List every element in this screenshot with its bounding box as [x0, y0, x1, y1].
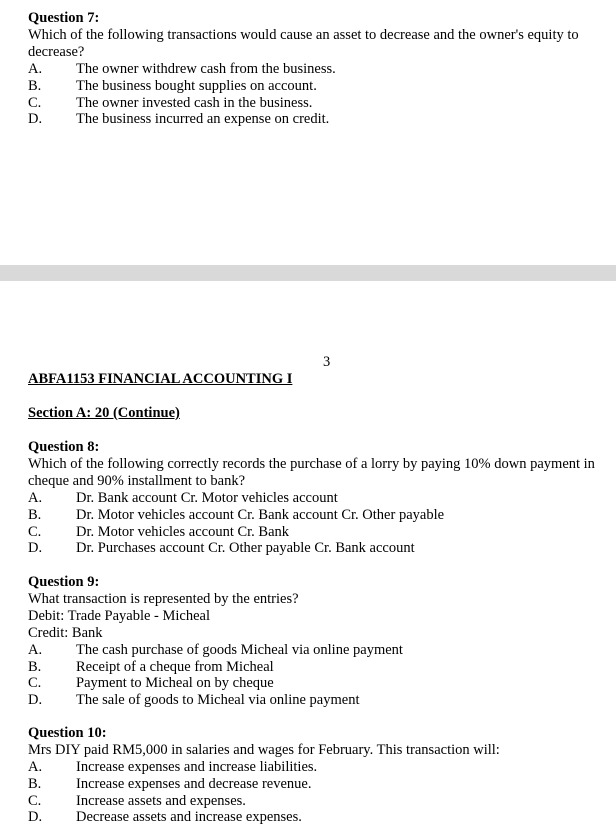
option-letter: D.	[28, 540, 43, 557]
question-10-option-a	[28, 759, 606, 776]
question-9-option-d	[28, 692, 606, 709]
course-title: ABFA1153 FINANCIAL ACCOUNTING I	[28, 371, 293, 387]
question-10-option-d	[28, 809, 606, 826]
question-9-option-a	[28, 642, 606, 659]
question-8-option-d	[28, 540, 606, 557]
option-letter: D.	[28, 692, 43, 709]
question-7-option-d	[28, 111, 606, 128]
question-7-option-a	[28, 61, 606, 78]
page-2	[0, 281, 616, 835]
option-letter: C.	[28, 675, 42, 692]
section-title: Section A: 20 (Continue)	[28, 405, 180, 421]
option-text: Increase assets and expenses.	[76, 792, 246, 809]
option-letter: A.	[28, 758, 43, 775]
option-letter: A.	[28, 60, 43, 77]
question-7-option-b	[28, 78, 606, 95]
option-letter: D.	[28, 111, 43, 128]
option-text: Dr. Motor vehicles account Cr. Bank account Cr. Other payable	[76, 506, 445, 523]
question-7-option-c	[28, 95, 606, 112]
question-9-credit: Credit: Bank	[28, 624, 103, 641]
question-8-option-a	[28, 490, 606, 507]
question-9	[28, 574, 606, 709]
option-text: The business bought supplies on account.	[76, 77, 317, 94]
question-8-title: Question 8:	[28, 439, 100, 455]
option-text: The business incurred an expense on credit.	[76, 111, 330, 128]
option-letter: B.	[28, 506, 42, 523]
option-text: Dr. Motor vehicles account Cr. Bank	[76, 523, 290, 540]
page-1	[0, 0, 616, 265]
question-9-option-c	[28, 675, 606, 692]
question-9-title: Question 9:	[28, 574, 100, 590]
option-text: The cash purchase of goods Micheal via online payment	[76, 641, 403, 658]
question-8-option-b	[28, 507, 606, 524]
option-letter: C.	[28, 523, 42, 540]
option-letter: C.	[28, 792, 42, 809]
question-9-debit: Debit: Trade Payable - Micheal	[28, 607, 211, 624]
option-text: Increase expenses and decrease revenue.	[76, 775, 312, 792]
question-10-stem: Mrs DIY paid RM5,000 in salaries and wages for February. This transaction will:	[28, 741, 500, 758]
option-letter: C.	[28, 94, 42, 111]
section-title-block	[28, 405, 606, 422]
question-10-option-b	[28, 776, 606, 793]
option-text: The owner withdrew cash from the business.	[76, 60, 336, 77]
option-letter: A.	[28, 641, 43, 658]
option-letter: B.	[28, 658, 42, 675]
course-title-block	[28, 371, 606, 388]
page-number: 3	[323, 354, 331, 370]
option-text: Payment to Micheal on by cheque	[76, 675, 274, 692]
option-letter: D.	[28, 809, 43, 826]
question-7-stem: Which of the following transactions would cause an asset to decrease and the owner's equity to decrease?	[28, 26, 579, 60]
option-text: Receipt of a cheque from Micheal	[76, 658, 274, 675]
question-10-title: Question 10:	[28, 725, 107, 741]
question-10	[28, 725, 606, 826]
option-text: Decrease assets and increase expenses.	[76, 809, 302, 826]
option-text: Increase expenses and increase liabilities.	[76, 758, 318, 775]
option-text: The sale of goods to Micheal via online payment	[76, 692, 360, 709]
question-7-title: Question 7:	[28, 10, 100, 26]
option-letter: B.	[28, 77, 42, 94]
question-7	[28, 10, 606, 128]
option-text: The owner invested cash in the business.	[76, 94, 313, 111]
question-10-option-c	[28, 793, 606, 810]
option-text: Dr. Bank account Cr. Motor vehicles account	[76, 489, 338, 506]
option-text: Dr. Purchases account Cr. Other payable Cr. Bank account	[76, 540, 415, 557]
question-8-option-c	[28, 524, 606, 541]
question-9-stem: What transaction is represented by the entries?	[28, 590, 299, 607]
question-8	[28, 439, 606, 557]
option-letter: A.	[28, 489, 43, 506]
option-letter: B.	[28, 775, 42, 792]
question-9-option-b	[28, 659, 606, 676]
question-8-stem: Which of the following correctly records the purchase of a lorry by paying 10% down payment in cheque and 90% installment to bank?	[28, 455, 595, 489]
page-separator	[0, 265, 616, 281]
